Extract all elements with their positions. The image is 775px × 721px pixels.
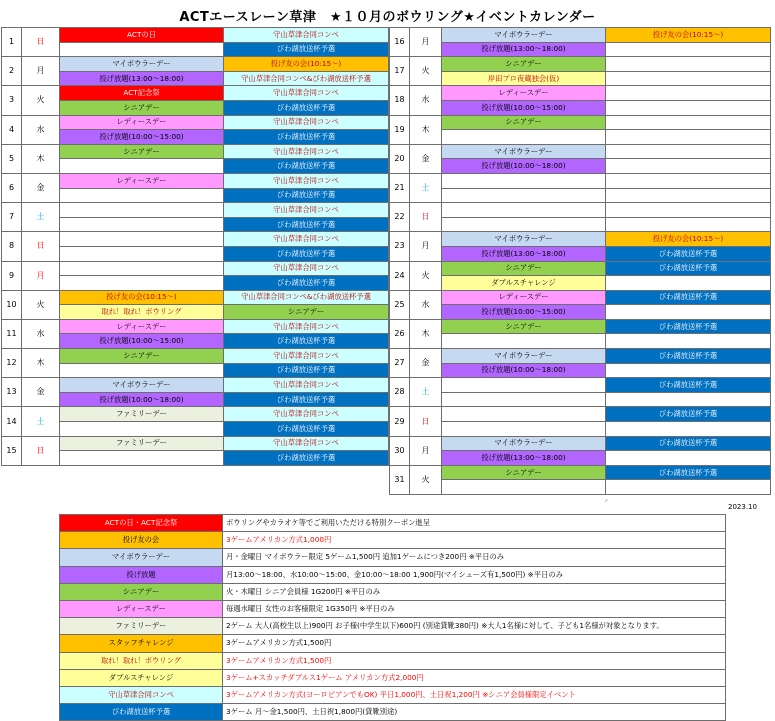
legend-description: 火・木曜日 シニア会員様 1G200円 ※平日のみ — [223, 583, 726, 600]
event-cell: びわ湖放送杯予選 — [606, 407, 771, 422]
legend-row — [60, 600, 726, 617]
calendar-row — [2, 100, 389, 115]
day-of-week: 木 — [22, 144, 60, 173]
day-number: 25 — [390, 290, 410, 319]
day-number: 26 — [390, 319, 410, 348]
event-cell: びわ湖放送杯予選 — [606, 378, 771, 393]
calendar-row — [390, 261, 771, 276]
event-cell: びわ湖放送杯予選 — [606, 246, 771, 261]
calendar-row — [390, 144, 771, 159]
calendar-row — [390, 159, 771, 174]
legend-label: びわ湖放送杯予選 — [60, 704, 223, 721]
empty-cell — [606, 71, 771, 86]
day-number: 2 — [2, 57, 22, 86]
event-cell: マイボウラーデー — [442, 144, 606, 159]
empty-cell — [442, 422, 606, 437]
event-cell: 投げ友の会(10:15～) — [224, 57, 389, 72]
calendar-row — [390, 319, 771, 334]
day-number: 12 — [2, 349, 22, 378]
calendar-left — [1, 27, 389, 466]
event-cell: 守山草津合同コンペ — [224, 203, 389, 218]
empty-cell — [606, 203, 771, 218]
legend-description: 月13:00～18:00、水10:00～15:00、金10:00～18:00 1,900円(マイシューズ有1,500円) ※平日のみ — [223, 566, 726, 583]
legend-row — [60, 532, 726, 549]
calendar-row — [2, 363, 389, 378]
empty-cell — [442, 130, 606, 145]
event-cell: シニアデー — [60, 349, 224, 364]
day-number: 15 — [2, 436, 22, 465]
event-cell: レディースデー — [442, 290, 606, 305]
day-number: 9 — [2, 261, 22, 290]
day-number: 27 — [390, 349, 410, 378]
empty-cell — [60, 246, 224, 261]
empty-cell — [606, 57, 771, 72]
event-cell: 投げ放題(13:00～18:00) — [442, 451, 606, 466]
event-cell: 守山草津合同コンペ — [224, 86, 389, 101]
event-cell: レディースデー — [60, 173, 224, 188]
day-of-week: 土 — [22, 203, 60, 232]
date-stamp: 2023.10 — [728, 503, 757, 511]
day-of-week: 金 — [410, 144, 442, 173]
calendar-row — [2, 436, 389, 451]
day-number: 4 — [2, 115, 22, 144]
day-number: 16 — [390, 28, 410, 57]
calendar-row — [390, 100, 771, 115]
event-cell: びわ湖放送杯予選 — [224, 422, 389, 437]
event-cell: シニアデー — [442, 319, 606, 334]
calendar-row — [390, 28, 771, 43]
calendar-row — [390, 290, 771, 305]
day-number: 5 — [2, 144, 22, 173]
empty-cell — [442, 173, 606, 188]
empty-cell — [442, 392, 606, 407]
legend-description: 3ゲーム+スカッチダブルス1ゲーム アメリカン方式2,000円 — [223, 669, 726, 686]
empty-cell — [60, 232, 224, 247]
calendar-row — [2, 28, 389, 43]
legend-label: レディースデー — [60, 600, 223, 617]
event-cell: 守山草津合同コンペ — [224, 232, 389, 247]
legend-table — [59, 514, 726, 721]
event-cell: びわ湖放送杯予選 — [606, 319, 771, 334]
day-of-week: 火 — [410, 261, 442, 290]
day-of-week: 水 — [410, 86, 442, 115]
event-cell: シニアデー — [60, 100, 224, 115]
event-cell: レディースデー — [60, 115, 224, 130]
calendar-row — [390, 276, 771, 291]
calendar-row — [2, 203, 389, 218]
empty-cell — [60, 159, 224, 174]
day-number: 29 — [390, 407, 410, 436]
day-of-week: 金 — [410, 349, 442, 378]
legend-description: 3ゲーム 月～金1,500円、土日祝1,800円(貸靴別途) — [223, 704, 726, 721]
legend-row — [60, 515, 726, 532]
event-cell: びわ湖放送杯予選 — [224, 363, 389, 378]
calendar-row — [2, 217, 389, 232]
legend-description: 3ゲームアメリカン方式(ヨーロピアンでもOK) 平日1,000円、土日祝1,200円 ※シニア会員様限定イベント — [223, 686, 726, 703]
event-cell: 投げ放題(10:00～18:00) — [442, 159, 606, 174]
calendar-row — [390, 42, 771, 57]
day-number: 17 — [390, 57, 410, 86]
calendar-row — [390, 130, 771, 145]
calendar-row — [390, 188, 771, 203]
legend-row — [60, 549, 726, 566]
calendar-row — [390, 480, 771, 495]
event-cell: シニアデー — [442, 465, 606, 480]
day-of-week: 日 — [22, 28, 60, 57]
calendar-row — [2, 334, 389, 349]
event-cell: 投げ放題(10:00～15:00) — [60, 334, 224, 349]
event-cell: 守山草津合同コンペ — [224, 407, 389, 422]
calendar-row — [390, 392, 771, 407]
event-cell: マイボウラーデー — [60, 57, 224, 72]
event-cell: びわ湖放送杯予選 — [224, 334, 389, 349]
day-of-week: 火 — [410, 57, 442, 86]
calendar-row — [2, 57, 389, 72]
calendar-row — [390, 246, 771, 261]
empty-cell — [442, 480, 606, 495]
legend-row — [60, 618, 726, 635]
calendar-row — [2, 86, 389, 101]
day-of-week: 月 — [22, 261, 60, 290]
event-cell: 投げ放題(10:00～18:00) — [442, 363, 606, 378]
event-cell: マイボウラーデー — [442, 436, 606, 451]
calendar-row — [2, 290, 389, 305]
calendar-row — [2, 407, 389, 422]
day-of-week: 木 — [410, 115, 442, 144]
event-cell: マイボウラーデー — [442, 28, 606, 43]
day-of-week: 土 — [22, 407, 60, 436]
empty-cell — [606, 334, 771, 349]
empty-cell — [60, 217, 224, 232]
event-cell: びわ湖放送杯予選 — [224, 246, 389, 261]
calendar-right — [389, 27, 771, 495]
legend-label: シニアデー — [60, 583, 223, 600]
legend-row — [60, 686, 726, 703]
event-cell: 投げ放題(10:00～15:00) — [60, 130, 224, 145]
event-cell: シニアデー — [442, 57, 606, 72]
legend-label: ダブルスチャレンジ — [60, 669, 223, 686]
day-number: 7 — [2, 203, 22, 232]
event-cell: びわ湖放送杯予選 — [224, 217, 389, 232]
event-cell: 投げ放題(13:00～18:00) — [442, 246, 606, 261]
day-of-week: 水 — [22, 319, 60, 348]
calendar-row — [2, 115, 389, 130]
event-cell: びわ湖放送杯予選 — [606, 436, 771, 451]
legend-description: 3ゲームアメリカン方式1,500円 — [223, 635, 726, 652]
event-cell: びわ湖放送杯予選 — [224, 42, 389, 57]
legend-label: ファミリーデー — [60, 618, 223, 635]
calendar-row — [2, 305, 389, 320]
event-cell: シニアデー — [442, 261, 606, 276]
legend-label: 投げ放題 — [60, 566, 223, 583]
empty-cell — [442, 188, 606, 203]
event-cell: シニアデー — [224, 305, 389, 320]
legend-label: ACTの日・ACT記念祭 — [60, 515, 223, 532]
calendar-row — [2, 173, 389, 188]
page-title: ACTエースレーン草津 ★１０月のボウリング★イベントカレンダー — [179, 10, 596, 25]
day-number: 28 — [390, 378, 410, 407]
legend-row — [60, 669, 726, 686]
calendar-row — [390, 378, 771, 393]
calendar-row — [390, 173, 771, 188]
day-of-week: 日 — [22, 436, 60, 465]
empty-cell — [606, 144, 771, 159]
calendar-row — [390, 349, 771, 364]
calendar-row — [390, 334, 771, 349]
day-of-week: 日 — [410, 407, 442, 436]
empty-cell — [442, 378, 606, 393]
event-cell: びわ湖放送杯予選 — [224, 392, 389, 407]
calendar-row — [2, 144, 389, 159]
day-number: 21 — [390, 173, 410, 202]
event-cell: 守山草津合同コンペ — [224, 28, 389, 43]
legend-label: 守山草津合同コンペ — [60, 686, 223, 703]
event-cell: 守山草津合同コンペ&びわ湖放送杯予選 — [224, 290, 389, 305]
event-cell: マイボウラーデー — [442, 232, 606, 247]
event-cell: びわ湖放送杯予選 — [224, 159, 389, 174]
event-cell: 守山草津合同コンペ — [224, 319, 389, 334]
calendar-row — [390, 451, 771, 466]
calendar-row — [390, 57, 771, 72]
day-of-week: 火 — [410, 465, 442, 494]
event-cell: びわ湖放送杯予選 — [606, 349, 771, 364]
legend-description: ボウリングやカラオケ等でご利用いただける特別クーポン進呈 — [223, 515, 726, 532]
legend-row — [60, 635, 726, 652]
calendar-row — [2, 422, 389, 437]
event-cell: びわ湖放送杯予選 — [224, 130, 389, 145]
calendar-row — [2, 159, 389, 174]
event-cell: シニアデー — [60, 144, 224, 159]
event-cell: 守山草津合同コンペ — [224, 378, 389, 393]
event-cell: びわ湖放送杯予選 — [606, 465, 771, 480]
day-of-week: 月 — [410, 436, 442, 465]
calendar-row — [390, 217, 771, 232]
legend-description: 毎週水曜日 女性のお客様限定 1G350円 ※平日のみ — [223, 600, 726, 617]
event-cell: 投げ放題(10:00～15:00) — [442, 305, 606, 320]
day-of-week: 火 — [22, 290, 60, 319]
event-cell: 投げ放題(10:00～15:00) — [442, 100, 606, 115]
event-cell: 守山草津合同コンペ&びわ湖放送杯予選 — [224, 71, 389, 86]
empty-cell — [606, 159, 771, 174]
legend-row — [60, 704, 726, 721]
event-cell: びわ湖放送杯予選 — [224, 451, 389, 466]
event-cell: ファミリーデー — [60, 436, 224, 451]
empty-cell — [606, 217, 771, 232]
empty-cell — [60, 422, 224, 437]
day-of-week: 月 — [410, 232, 442, 261]
empty-cell — [606, 188, 771, 203]
calendar-row — [2, 319, 389, 334]
legend-label: 取れ！取れ！ボウリング — [60, 652, 223, 669]
event-cell: びわ湖放送杯予選 — [224, 188, 389, 203]
empty-cell — [606, 173, 771, 188]
event-cell: シニアデー — [442, 115, 606, 130]
event-cell: びわ湖放送杯予選 — [224, 276, 389, 291]
event-cell: 守山草津合同コンペ — [224, 349, 389, 364]
event-cell: 投げ友の会(10:15～) — [60, 290, 224, 305]
calendar-row — [390, 203, 771, 218]
event-cell: 岸田プロ夜蔵独会(仮) — [442, 71, 606, 86]
calendar-row — [390, 407, 771, 422]
event-cell: 投げ放題(13:00～18:00) — [442, 42, 606, 57]
day-of-week: 木 — [22, 349, 60, 378]
event-cell: びわ湖放送杯予選 — [224, 100, 389, 115]
day-of-week: 火 — [22, 86, 60, 115]
event-cell: レディースデー — [60, 319, 224, 334]
event-cell: びわ湖放送杯予選 — [606, 290, 771, 305]
day-of-week: 水 — [22, 115, 60, 144]
event-cell: 守山草津合同コンペ — [224, 261, 389, 276]
calendar-row — [390, 305, 771, 320]
calendar-row — [2, 232, 389, 247]
empty-cell — [60, 188, 224, 203]
event-cell: ACTの日 — [60, 28, 224, 43]
empty-cell — [606, 42, 771, 57]
empty-cell — [606, 451, 771, 466]
empty-cell — [60, 363, 224, 378]
day-of-week: 月 — [410, 28, 442, 57]
day-of-week: 土 — [410, 173, 442, 202]
event-cell: レディースデー — [442, 86, 606, 101]
calendar-row — [2, 392, 389, 407]
legend-label: スタッフチャレンジ — [60, 635, 223, 652]
day-number: 13 — [2, 378, 22, 407]
event-cell: 投げ友の会(10:15～) — [606, 232, 771, 247]
empty-cell — [606, 422, 771, 437]
empty-cell — [442, 203, 606, 218]
empty-cell — [442, 407, 606, 422]
day-of-week: 金 — [22, 173, 60, 202]
empty-cell — [606, 480, 771, 495]
tick-mark: ᐟ — [605, 498, 608, 506]
empty-cell — [60, 276, 224, 291]
calendar-row — [2, 261, 389, 276]
calendar-row — [2, 451, 389, 466]
event-cell: 取れ！取れ！ボウリング — [60, 305, 224, 320]
calendar-row — [390, 465, 771, 480]
day-of-week: 日 — [410, 203, 442, 232]
empty-cell — [606, 363, 771, 378]
calendar-row — [2, 71, 389, 86]
legend-label: 投げ友の会 — [60, 532, 223, 549]
day-number: 3 — [2, 86, 22, 115]
empty-cell — [60, 203, 224, 218]
event-cell: 投げ放題(13:00～18:00) — [60, 71, 224, 86]
day-number: 8 — [2, 232, 22, 261]
event-cell: マイボウラーデー — [442, 349, 606, 364]
empty-cell — [442, 217, 606, 232]
legend-row — [60, 652, 726, 669]
day-number: 24 — [390, 261, 410, 290]
calendar-row — [2, 378, 389, 393]
day-number: 18 — [390, 86, 410, 115]
calendar-row — [2, 42, 389, 57]
legend-description: 2ゲーム 大人(高校生以上)900円 お子様(中学生以下)600円 (別途貸靴380円) ※大人1名様に対して、子ども1名様が対象となります。 — [223, 618, 726, 635]
event-cell: 投げ放題(10:00～18:00) — [60, 392, 224, 407]
empty-cell — [606, 100, 771, 115]
empty-cell — [60, 261, 224, 276]
day-number: 6 — [2, 173, 22, 202]
day-number: 22 — [390, 203, 410, 232]
day-number: 20 — [390, 144, 410, 173]
day-of-week: 木 — [410, 319, 442, 348]
calendar-row — [2, 349, 389, 364]
day-number: 30 — [390, 436, 410, 465]
calendar-row — [390, 436, 771, 451]
calendar-row — [2, 130, 389, 145]
calendar-row — [390, 232, 771, 247]
day-number: 19 — [390, 115, 410, 144]
empty-cell — [606, 86, 771, 101]
day-number: 23 — [390, 232, 410, 261]
calendar-row — [390, 86, 771, 101]
calendar-row — [2, 246, 389, 261]
day-number: 31 — [390, 465, 410, 494]
legend-row — [60, 566, 726, 583]
day-number: 10 — [2, 290, 22, 319]
event-cell: ダブルスチャレンジ — [442, 276, 606, 291]
event-cell: 守山草津合同コンペ — [224, 115, 389, 130]
day-of-week: 日 — [22, 232, 60, 261]
day-of-week: 金 — [22, 378, 60, 407]
legend-description: 3ゲームアメリカン方式1,000円 — [223, 532, 726, 549]
day-number: 14 — [2, 407, 22, 436]
event-cell: ACT記念祭 — [60, 86, 224, 101]
empty-cell — [606, 392, 771, 407]
empty-cell — [442, 334, 606, 349]
empty-cell — [606, 130, 771, 145]
event-cell: 投げ友の会(10:15～) — [606, 28, 771, 43]
day-of-week: 月 — [22, 57, 60, 86]
event-cell: びわ湖放送杯予選 — [606, 261, 771, 276]
event-cell: マイボウラーデー — [60, 378, 224, 393]
day-number: 1 — [2, 28, 22, 57]
day-of-week: 水 — [410, 290, 442, 319]
legend-description: 3ゲームアメリカン方式1,500円 — [223, 652, 726, 669]
empty-cell — [60, 42, 224, 57]
event-cell: 守山草津合同コンペ — [224, 144, 389, 159]
day-number: 11 — [2, 319, 22, 348]
empty-cell — [606, 276, 771, 291]
empty-cell — [60, 451, 224, 466]
event-cell: 守山草津合同コンペ — [224, 436, 389, 451]
event-cell: ファミリーデー — [60, 407, 224, 422]
event-cell: 守山草津合同コンペ — [224, 173, 389, 188]
calendar-row — [390, 422, 771, 437]
calendar-row — [390, 71, 771, 86]
calendar-row — [2, 276, 389, 291]
day-of-week: 土 — [410, 378, 442, 407]
legend-label: マイボウラーデー — [60, 549, 223, 566]
legend-row — [60, 583, 726, 600]
calendar-row — [390, 115, 771, 130]
calendar-row — [2, 188, 389, 203]
legend-description: 月・金曜日 マイボウラー限定 5ゲーム1,500円 追加1ゲームにつき200円 ※平日のみ — [223, 549, 726, 566]
calendar-row — [390, 363, 771, 378]
empty-cell — [606, 305, 771, 320]
empty-cell — [606, 115, 771, 130]
